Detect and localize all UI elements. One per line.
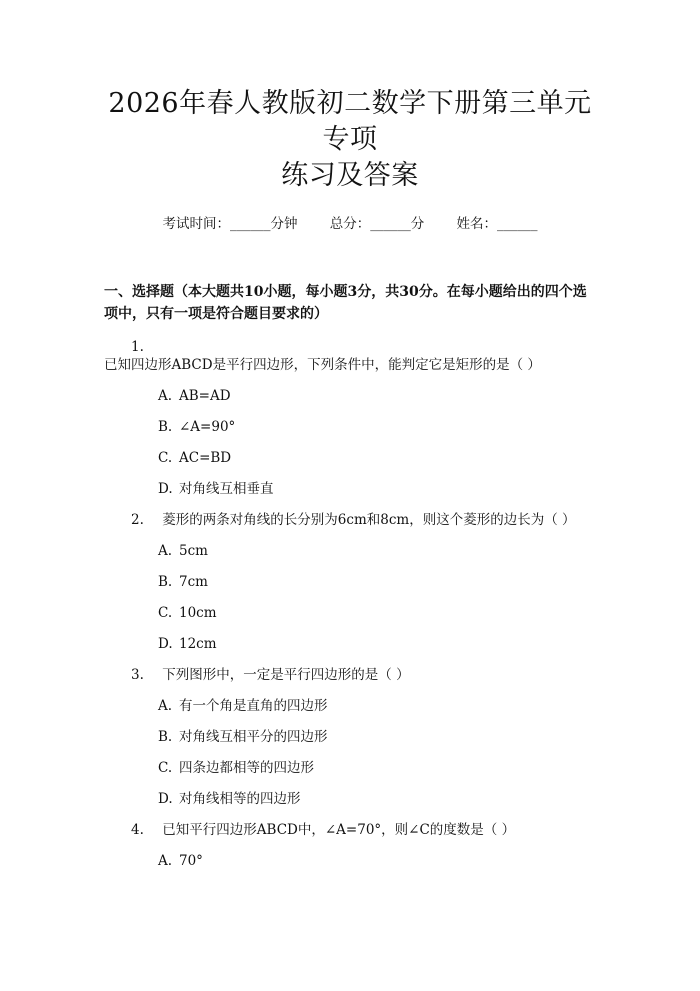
option-a: [104, 697, 596, 715]
title-line-1: 2026年春人教版初二数学下册第三单元专项: [108, 88, 592, 155]
option-text: 10cm: [179, 605, 217, 621]
option-letter: A.: [158, 388, 173, 404]
question-number: 4.: [131, 822, 144, 838]
document-title: [104, 86, 596, 194]
question-stem: 下列图形中，一定是平行四边形的是（ ）: [162, 667, 410, 683]
option-text: AB=AD: [179, 388, 231, 404]
exam-time-field: 考试时间：______分钟: [162, 216, 298, 232]
section-heading: 一、选择题（本大题共10小题，每小题3分，共30分。在每小题给出的四个选项中，只有一项是符合题目要求的）: [104, 284, 587, 322]
option-letter: D.: [158, 636, 173, 652]
question-stem: 菱形的两条对角线的长分别为6cm和8cm，则这个菱形的边长为（ ）: [162, 512, 576, 528]
option-letter: C.: [158, 450, 173, 466]
student-name-field: 姓名：______: [456, 216, 538, 232]
total-score-field: 总分：______分: [329, 216, 425, 232]
option-text: 对角线互相平分的四边形: [179, 729, 328, 745]
option-text: 对角线相等的四边形: [179, 791, 301, 807]
option-text: 7cm: [179, 574, 208, 590]
option-b: [104, 573, 596, 591]
question-number: 1.: [131, 339, 144, 355]
option-text: 5cm: [179, 543, 208, 559]
question-1: [104, 338, 596, 374]
option-text: 四条边都相等的四边形: [179, 760, 314, 776]
option-letter: A.: [158, 853, 173, 869]
option-letter: D.: [158, 481, 173, 497]
option-text: 12cm: [179, 636, 217, 652]
option-letter: C.: [158, 760, 173, 776]
question-2: [104, 511, 596, 529]
option-text: 70°: [179, 853, 203, 869]
option-letter: B.: [158, 419, 173, 435]
option-c: [104, 759, 596, 777]
option-text: ∠A=90°: [179, 419, 236, 435]
option-b: [104, 418, 596, 436]
question-stem: 已知四边形ABCD是平行四边形，下列条件中，能判定它是矩形的是（ ）: [104, 357, 541, 373]
option-c: [104, 449, 596, 467]
option-letter: A.: [158, 543, 173, 559]
exam-meta: [104, 214, 596, 234]
question-3: [104, 666, 596, 684]
question-number: 3.: [131, 667, 144, 683]
option-d: [104, 480, 596, 498]
option-a: [104, 387, 596, 405]
option-a: [104, 852, 596, 870]
option-letter: D.: [158, 791, 173, 807]
question-number: 2.: [131, 512, 144, 528]
question-3-options: [104, 697, 596, 808]
option-letter: C.: [158, 605, 173, 621]
question-2-options: [104, 542, 596, 653]
title-line-2: 练习及答案: [281, 160, 419, 191]
document-page: [0, 86, 700, 991]
question-4-options: [104, 852, 596, 870]
option-d: [104, 635, 596, 653]
option-text: 对角线互相垂直: [179, 481, 274, 497]
option-letter: B.: [158, 729, 173, 745]
question-4: [104, 821, 596, 839]
question-stem: 已知平行四边形ABCD中，∠A=70°，则∠C的度数是（ ）: [162, 822, 516, 838]
option-text: AC=BD: [179, 450, 232, 466]
option-text: 有一个角是直角的四边形: [179, 698, 328, 714]
option-c: [104, 604, 596, 622]
option-a: [104, 542, 596, 560]
option-letter: A.: [158, 698, 173, 714]
option-d: [104, 790, 596, 808]
option-b: [104, 728, 596, 746]
option-letter: B.: [158, 574, 173, 590]
question-1-options: [104, 387, 596, 498]
